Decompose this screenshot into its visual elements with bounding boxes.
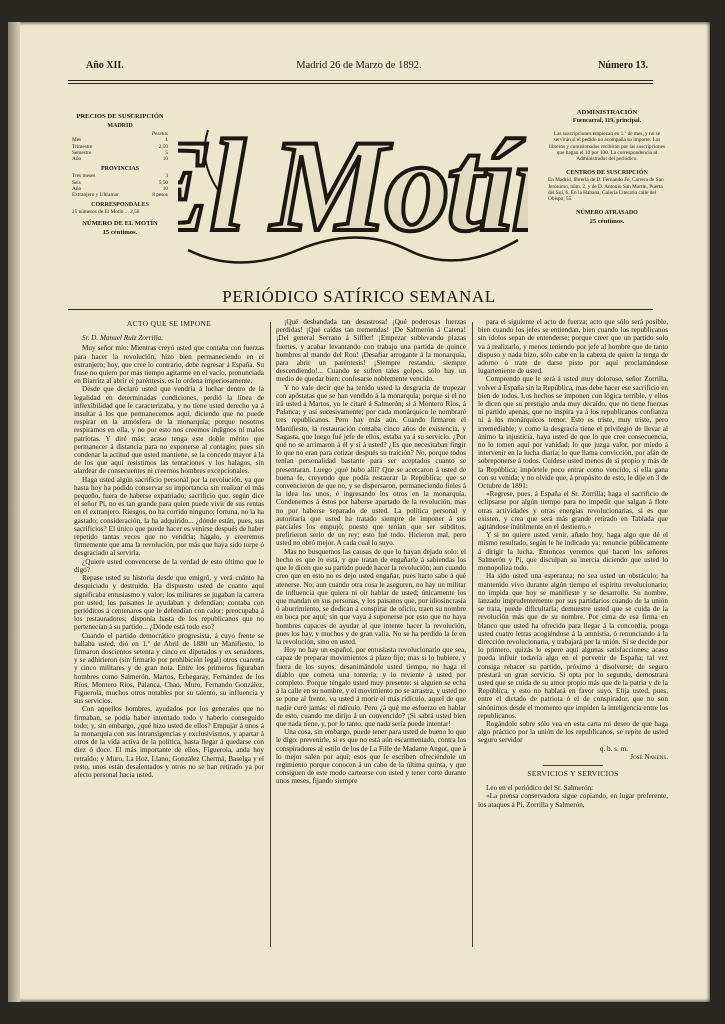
admin-title: ADMINISTRACIÓN [576,109,638,116]
article-paragraph: Comprendo que le será á usted muy doloroso, señor Zorrilla, volver á España sin la República, mas debe hacer ese sacrificio en bien de todos. Los hechos se imponen con lógica terrible, y ellos le dicen que su prestigio anda muy decaído, que no tiene fuerzas ni partido apenas, que no inspira ya á los republicanos confianza ni á los monárquicos temor. Esto es triste, muy triste, pero irremediable; y como la desgracia tiene el privilegio de llevar al ánimo la injusticia, haya usted de que lo que cree consecuencia, no lo tomen aquí por vanidad; lo que juzga valor, por miedo á intervenir en la lucha diaria; lo que llama convicción, por afán de sobreponerse á todos. Cuídese usted menos de sí propio y más de la República; impórtele poco entrar como vencido, si ella gana con su venida; y no olvide que, á propósito de esto, le dije en 3 de Octubre de 1891: [478,375,668,491]
masthead-title: l Motí [209,112,512,259]
price-row: Trimestre 2,50 [72,143,168,150]
issue-number: Número 13. [598,60,648,71]
price-row: Año 10 [72,156,168,163]
price-row: Semestre 5 [72,150,168,157]
masthead-logo [178,100,528,280]
article-paragraph: ¡Qué desbandada tan desastrosa! ¡Qué poderosas fuerzas perdidas! ¡Qué caídas tan tremendas! ¡De Salmerón á Catena! ¡Del general Serrano á Siffler! ¡Empezar sublevando plazas fuertes, y acabar levantando con trabajo una partida de quince hombres al mando del Rou! ¡Desafiar arrogante á la monarquía, para abrir un paréntesis! ¡Siempre restando, siempre descendiendo!... Cuando se sufren tales golpes, sólo hay un medio de quedar bien: confesarse noblemente vencido. [276,318,466,384]
article-paragraph: Con aquellos hombres, ayudados por los generales que no firmaban, se podía haber intentado todo y haberlo conseguido todo; y, sin embargo, ¿qué hizo usted de ellos? Empujar á unos á la monarquía con sus intransigencias y exclusivismos, y apartar á otros de la vida activa de la política, hasta llegar á quedarse con diez ó doce. El más importante de ellos, Figuerola, anda hoy retraído; y Muro, La Hoz, Llano, González Chermá, Baselga y el resto, unos están desalentados y otros no se han retirado ya por afecto personal hacia usted. [74,705,264,779]
column-divider [270,322,271,947]
newspaper-page [8,22,710,1002]
article-paragraph: Hoy no hay un español, por entusiasta revolucionario que sea, capaz de preparar movimientos á plazo fijo; mas si lo hubiere, y fuera de los suyos, desanimándole usted tiempo, no haga el diablo que cometa una tontería, y lo reviente á usted por completo. Porque téngalo usted muy presente: si alguien se echa á la calle en su nombre, y el movimiento no se arrastra, y usted no se pone al frente, va usted á morir el más ridículo, aquel de que nadie curó jamás: el ridículo. Pero ¿á qué me esfuerzo en hablar de esto, cuando me dirijo á un convencido? ¡Si sabrá usted bien que nada tiene, y, por lo tanto, que nada sería puede intentar! [276,646,466,728]
section-divider [543,765,603,766]
article-paragraph: ¿Quiere usted convencerse de la verdad de esto último que le digo? [74,557,264,574]
prices-number-label: NÚMERO DE EL MOTÍN [82,219,158,227]
admin-address: Fuencarral, 119, principal. [572,118,642,125]
header-rule-thin [68,83,653,84]
article-paragraph: Repase usted su historia desde que emigró, y verá cuánto ha desquiciado y destruido. Ha dispuesto usted de cuanto aquí significaba entusiasmo y valor; los militares se jugaban la carrera por usted; los paisanos le ayudaban y defendían; contaba con periódicos á centenares que le defendían con calor; preocupaba á los restauradores; disponía hasta de los republicanos que no pertenecían á su partido... ¿Dónde está todo eso? [74,574,264,632]
article-paragraph: Haga usted algún sacrificio personal por la revolución, ya que hasta hoy ha podido conservar su importancia sin realizar el más pequeño, fuera de haberse expatriado; sacrificio que, según dice el señor Pi, no es tan grande para quien puede vivir de sus rentas en el extranjero. Riesgos, no ha corrido ninguno; fortuna, no la ha gastado; consideración, la ha adquirido... ¿dónde están, pues, sus sacrificios? El único que puede hacer es venirse después de haber repetido tantas veces que no vendría; hágalo, y creeremos firmemente que ama la revolución, por más que haya sido torpe ó desgraciado al servirla. [74,475,264,558]
article-paragraph: Cuando el partido democrático progresista, á cuyo frente se hallaba usted, dió en 1.º de Abril de 1880 un Manifiesto, lo firmaron doscientos setenta y cinco ex diputados y ex senadores, y se adhirieron (sin firmarlo por prohibición legal) otros cuarenta y cinco militares y de gran nota. Entre los primeros figuraban hombres como Salmerón, Martos, Echegaray, Fernández de los Ríos, Montero Ríos, Palanca, Chao, Muro, Fernando González, Figuerola, muchos otros notables por su talento, su influencia y sus servicios. [74,631,264,706]
article-paragraph: «Regrese, pues, á España el Sr. Zorrilla; haga el sacrificio de eclipsarse por algún tiempo para no impedir que salgan á flote otras actividades y otras energías revolucionarias, si es que existen, y crea que será más grande retirado en Tablada que agitándose inútilmente en el destierro.» [478,490,668,532]
article-paragraph: Rogándole sobre sólo vea en esta carta mi deseo de que haga algo práctico por la unión de los republicanos, se repite de usted seguro servidor [478,719,668,745]
article-heading: ACTO QUE SE IMPONE [126,319,212,328]
article-column-1 [74,318,264,958]
article-paragraph: Y si no quiere usted venir, añado hoy, haga algo que dé el mismo resultado, según le he indicado ya: renuncie públicamente á dirigir la lucha. Entonces veremos qué hacen los señores Salmerón y Pi, que disculpan su inercia diciendo que usted lo monopoliza todo. [478,531,668,573]
prices-correspondents: CORRESPONDALES [91,201,149,208]
page-spine [8,22,20,1002]
admin-notes: Las suscripciones empiezan en 1.º de mes, y no se servirán si el pedido no acompaña su importe. Los libreros y comisionados recibirán por las suscripciones que hagan el 10 por 100. La correspondencia al Administrador del periódico. [548,130,666,163]
prices-corr-line: 25 números de El Motín ... 2,50 [72,209,140,216]
article-paragraph: Desde que declaró usted que vendría á luchar dentro de la legalidad en determinadas condiciones, perdió la línea de inflexibilidad que le caracterizaba, y no tiene usted derecho ya á insultar á los que permanecemos aquí, diciendo que no puede respirar en la atmósfera de la monarquía; porque nosotros respiramos en ella, y no por esto nos creemos indignos ni malos patriotas. Y diré más: acaso tenga este doble mérito que permanecer á distancia para no exponerse al contagio; pues sin condenar la actitud que usted mantiene, se la concedo mayor á la de los que aquí resistimos las tentaciones y los halagos, sin alardear de consecuentes ni creernos hombres excepcionales. [74,385,264,476]
prices-madrid: MADRID [107,123,133,130]
admin-back-issue: NÚMERO ATRASADO [576,209,638,216]
prices-number-price: 15 céntimos. [102,229,138,237]
article-signature: José Nakens. [630,752,668,761]
article-paragraph: Muy señor mío: Mientras creyó usted que contaba con fuerzas para hacer la revolución, hizo bien permaneciendo en el extranjero; hoy, que cree lo contrario, debe regresar á España. Su frase no quiero por más tiempo agitarme en el vacío, pronunciada en Biarritz al abrir el paréntesis, es lo ordena imperiosamente. [74,344,264,386]
header-rule [68,80,653,81]
article-paragraph: Una cosa, sin embargo, puede tener para usted de bueno lo que le digo: prevenirle, si es que no está aún escarmentado, contra los conspiradores al estilo de los de La Fille de Madame Angot, que á lo mejor salen por aquí; esos que le escriben ofreciéndole un regimiento porque conocen á un cabo de la última quinta, y que consiguen de este modo cartearse con usted y tener corte durante unos meses, fijando siempre [276,728,466,786]
article2-quote: «La prensa conservadora sigue copiando, en lugar preferente, los ataques á Pi, Zorrilla y Salmerón, [478,792,668,809]
prices-provincias: PROVINCIAS [100,165,139,172]
admin-centros: CENTROS DE SUSCRIPCIÓN [566,169,648,176]
price-row: Mes 1 [72,137,168,144]
prices-box [72,114,168,238]
column-divider [472,322,473,947]
article-closing: q. b. s. m. [599,744,628,753]
article-paragraph: Ha sido usted una esperanza; no sea usted un obstáculo; ha mantenido vivo durante algún tiempo el espíritu revolucionario; no impida que hoy se manifieste y se desarrolle. Su nombre, lanzado imprudentemente por sus partidarios cuando de la unión se trata, puede dificultarla; demuestre usted que se cuida de la revolución más que de su nombre. Por cima de esa firma en blanco que usted ha ofrecido para llegar á la concordia, ponga usted cuatro letras acogiéndose á la amnistía, ó renunciando á la dirección revolucionaria, y trabajará por la unión. Si se decide por lo primero, quizás le espere aquí algunas satisfacciones; acaso pueda influir todavía algo en el porvenir de España; tal vez consiga rehacer su partido, próximo á disolverse; de seguro prestará un gran servicio. Si opta por lo segundo, demostrará usted que se cuida de su amor propio más que de la patria y de la República, y esto no hablará en favor suyo. Elija usted, pues, entre el dictado de patriota ó el de conspirador, que no son sinónimos desde el momento que impiden la inteligencia entre los republicanos. [478,572,668,720]
article-column-2 [276,318,466,958]
price-row: Extranjero y Ultramar 8 pesos [72,192,168,199]
admin-centros-text: En Madrid, librería de D. Fernando Fe, Carrera de San Jerónimo, núm. 2, y de D. Antonio San Martín, Puerta del Sol, 6. En la Habana, Galería Literaria calle del Obispo, 55. [548,177,664,203]
prices-title: PRECIOS DE SUSCRIPCIÓN [76,113,164,120]
masthead-subtitle: PERIÓDICO SATÍRICO SEMANAL [222,287,496,306]
subtitle-rule [68,309,653,310]
price-row: Seis 5,50 [72,179,168,186]
price-row: Tres meses 3 [72,173,168,180]
admin-box [548,110,666,227]
article-paragraph: para el siguiente el acto de fuerza; acto que sólo será posible, bien cuando los jefes se entiendan, bien cuando los republicanos sin ídolos sepan de entenderse; porque creer que un partido solo va á realizarlo, y menos teniendo por jefe al hombre que de tanto dispuso y nada hizo, sólo cabe en la cabeza de quien la tenga de adorno ó trate de darse pisto por aquí proclamándose lugarteniente de usted. [478,318,668,376]
article-paragraph: Y no vale decir que ha tenido usted la desgracia de tropezar con apóstatas que se han vendido á la monarquía; porque si el no irá usted á Martos, yo le citaré á Salmerón; si á Montero Ríos, á Palanca; y así sucesivamente; por cada monárquico le nombraré tres republicanos. Pero hay más aún. Cuando firmaron el Manifiesto, la restauración contaba cinco años de existencia, y Sagasta, que luego fué jefe de ellos, estaba ya á su servicio. ¿Por qué no se arrimaron á él y sí á usted? ¿Es que necesitaban fingir lo que no eran para cotizar después su traición? No, porque todos tenían personalidad bastante para ser aceptados cuanto se presentaran. Luego ¿qué hubo allí? Que se acercaron á usted de buena fe, creyendo que podía restaurar la República; que se convencieron de que no, y se dispersaron, permaneciendo fieles á la idea los unos, é ingresando los otros en la monarquía. Condenemos á éstos por haberse apartado de la revolución, mas no por haberse separado de usted. La política personal y autoritaria que usted ha tratado siempre de imponer á sus parciales los empujó; puesto que tenían que ser súbditos, prefirieron serlo de un rey; esto fué todo. Hicieron mal, pero usted no obró mejor. A cada cual lo suyo. [276,383,466,548]
price-row: Año 10 [72,186,168,193]
article-salutation: Sr. D. Manuel Ruiz Zorrilla. [82,334,163,343]
article-column-3 [478,318,668,958]
article2-intro: Leo en el periódico del Sr. Salmerón: [486,784,594,793]
admin-back-price: 25 céntimos. [589,218,625,226]
prices-currency: Pesetas [151,130,168,137]
issue-year: Año XII. [86,60,124,71]
article2-heading: SERVICIOS Y SERVICIOS [527,768,619,778]
article-paragraph: Mas no busquemos las causas de que lo hayan dejado solo: el hecho es que lo está, y que tratan de engañarle á sabiendas los que le dicen que su partido puede hacer la revolución; aun cuando creo que en esto no es dejo usted engañar, pues harto sabe á qué atenerse. No; aun cuando otra cosa le aseguren, no hay un militar de influencia que quiera ni oír hablar de usted; únicamente los que mandan en sus personas, y los paisanos que, por idiosincrasia ó aburrimiento, se dedican á conspirar de oficio, traen su nombre en boca por aquí; sin que vaya á suponerse por esto que no haya hombres capaces de ayudar al que intente hacer la revolución, pues los hay, y muchos y de gran valía. No se ha perdido la fe en la revolución, sino en usted. [276,547,466,646]
issue-date: Madrid 26 de Marzo de 1892. [296,60,422,71]
